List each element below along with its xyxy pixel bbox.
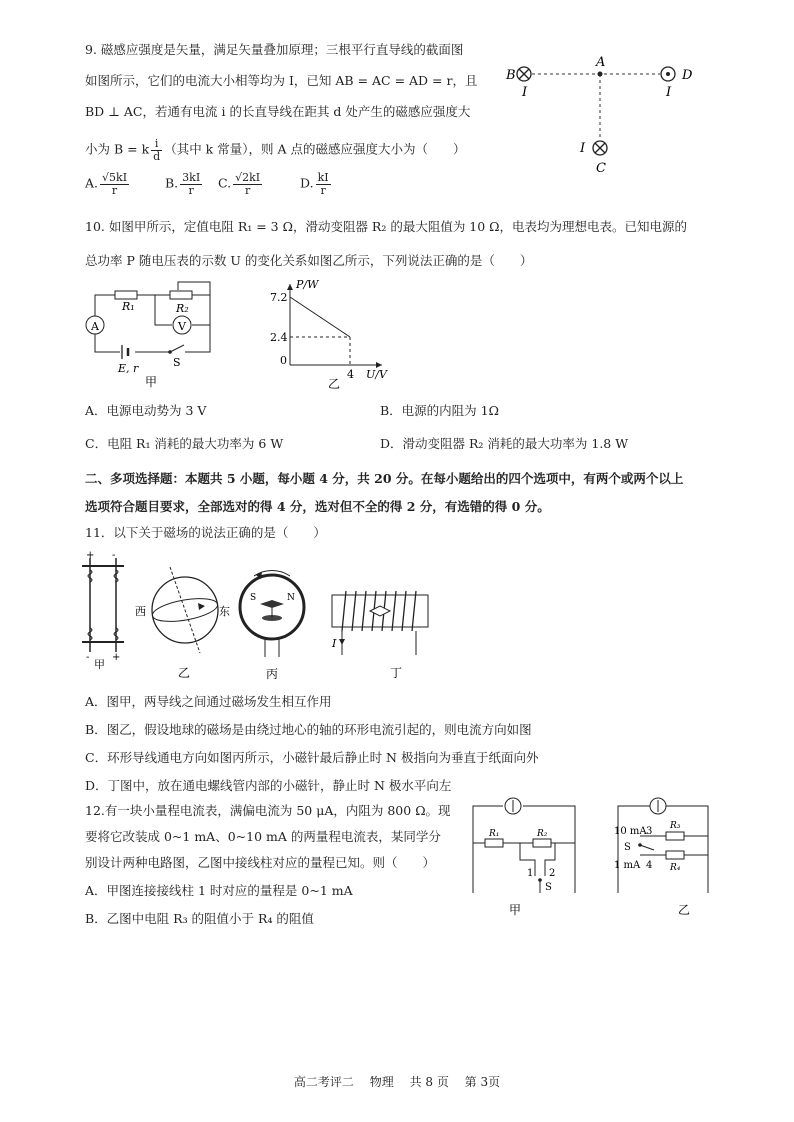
q11-figure-bing [232,562,312,682]
svg-text:2: 2 [549,868,556,879]
q11-option-a: A．图甲，两导线之间通过磁场发生相互作用 [85,694,332,709]
svg-text:甲: 甲 [145,375,158,389]
label-a: A [596,55,606,70]
wire-d-out-of-page-icon [661,67,675,81]
svg-text:甲: 甲 [509,903,522,917]
svg-text:R₃: R₃ [670,821,681,831]
svg-text:东: 东 [219,605,230,618]
label-b: B [506,68,516,83]
svg-text:西: 西 [135,605,146,618]
svg-text:乙: 乙 [328,377,341,391]
q12-circuit-jia [465,798,585,918]
svg-text:-: - [86,652,90,663]
svg-text:S: S [173,356,181,369]
svg-text:-: - [112,550,116,561]
svg-text:R₂: R₂ [176,302,189,315]
q12-line-1: 12.有一块小量程电流表，满偏电流为 50 μA，内阻为 800 Ω。现 [85,803,451,818]
footer-subject: 物理 [369,1075,394,1089]
r1-resistor [115,291,137,299]
svg-text:R₁: R₁ [122,300,135,313]
svg-text:乙: 乙 [678,903,691,917]
svg-text:A: A [91,320,99,333]
q9-line-1: 9. 磁感应强度是矢量，满足矢量叠加原理；三根平行直导线的截面图 [85,42,464,57]
svg-text:S: S [250,593,257,603]
q11-option-b: B．图乙，假设地球的磁场是由绕过地心的轴的环形电流引起的，则电流方向如图 [85,722,532,737]
q9-line-3: BD ⊥ AC，若通有电流 i 的长直导线在距其 d 处产生的磁感应强度大 [85,104,471,119]
svg-text:V: V [178,320,186,333]
q12-line-3: 别设计两种电路图，乙图中接线柱对应的量程已知。则（ ） [85,855,436,870]
footer-pages: 共 8 页 [409,1075,449,1089]
point-a-dot [598,72,603,77]
svg-text:+: + [86,550,95,561]
label-d: D [682,68,693,83]
q9-line-2: 如图所示，它们的电流大小相等均为 I，已知 AB = AC = AD = r，且 [85,73,478,88]
q9-option-c: C. $\frac{√2kI}{r}$ [218,171,261,197]
q10-line-1: 10. 如图甲所示，定值电阻 R₁ = 3 Ω，滑动变阻器 R₂ 的最大阻值为 10 Ω，电表均为理想电表。已知电源的 [85,219,688,234]
q9-formula-suffix: （其中 k 常量），则 A 点的磁感应强度大小为（ ） [164,141,466,157]
q11-figure-ding [330,585,440,685]
svg-text:I: I [332,637,337,650]
q9-option-b: B. $\frac{3kI}{r}$ [165,171,201,197]
r2-resistor [170,291,192,299]
footer-page-number: 第 3页 [464,1075,501,1089]
label-c: C [596,161,606,176]
svg-text:2.4: 2.4 [270,331,288,344]
svg-text:1: 1 [527,868,534,879]
svg-text:甲: 甲 [94,658,105,671]
q9-option-d: D. $\frac{kI}{r}$ [300,171,329,197]
svg-text:3: 3 [646,826,653,837]
wire-c-into-page-icon [593,141,607,155]
q12-line-2: 要将它改装成 0~1 mA、0~10 mA 的两量程电流表，某同学分 [85,829,441,844]
svg-text:7.2: 7.2 [270,291,288,304]
section2-line-1: 二、多项选择题：本题共 5 小题，每小题 4 分，共 20 分。在每小题给出的四个选项中，有两个或两个以上 [85,471,684,486]
q9-formula-prefix: 小为 B = k [85,141,150,157]
svg-text:4: 4 [347,368,354,381]
q9-option-a: A. $\frac{√5kI}{r}$ [85,171,128,197]
svg-text:丙: 丙 [266,667,279,681]
section2-line-2: 选项符合题目要求，全部选对的得 4 分，选对但不全的得 2 分，有选错的得 0 分。 [85,499,550,514]
label-i-b: I [522,85,528,100]
q11-figure-yi [135,565,230,680]
svg-text:R₂: R₂ [537,829,548,839]
q12-option-b: B．乙图中电阻 R₃ 的阻值小于 R₄ 的阻值 [85,911,314,926]
q10-option-b: B．电源的内阻为 1Ω [380,403,499,418]
q10-option-a: A．电源电动势为 3 V [85,403,207,418]
svg-text:丁: 丁 [390,666,403,680]
label-i-c: I [580,141,586,156]
q10-graph-figure [270,280,400,392]
svg-text:0: 0 [280,354,287,367]
svg-text:N: N [287,593,295,603]
q11-option-c: C．环形导线通电方向如图丙所示，小磁针最后静止时 N 极指向为垂直于纸面向外 [85,750,539,765]
svg-text:P/W: P/W [296,278,319,291]
power-line [290,297,350,337]
svg-text:R₁: R₁ [489,829,500,839]
svg-text:S: S [624,842,631,853]
svg-text:乙: 乙 [178,666,191,680]
svg-text:U/V: U/V [366,368,387,381]
footer-grade: 高二考评二 [293,1075,354,1089]
q9-wires-figure [500,52,710,177]
q9-formula-frac: $\frac{i}{d}$ [153,137,161,163]
label-i-d: I [666,85,672,100]
q10-option-d: D．滑动变阻器 R₂ 消耗的最大功率为 1.8 W [380,436,629,451]
svg-text:4: 4 [646,860,653,871]
svg-text:R₄: R₄ [670,863,681,873]
q11-stem: 11．以下关于磁场的说法正确的是（ ） [85,525,326,540]
svg-text:S: S [545,882,552,893]
page-footer [0,1073,794,1090]
q11-figure-jia [78,550,128,670]
wire-b-into-page-icon [517,67,531,81]
q10-circuit-figure [80,280,220,390]
q9-line-4 [85,138,465,162]
svg-text:E, r: E, r [118,362,139,375]
q10-option-c: C．电阻 R₁ 消耗的最大功率为 6 W [85,436,284,451]
svg-text:10 mA: 10 mA [614,826,647,837]
svg-text:1 mA: 1 mA [614,860,641,871]
q12-option-a: A．甲图连接接线柱 1 时对应的量程是 0~1 mA [85,883,353,898]
q11-option-d: D．丁图中，放在通电螺线管内部的小磁针，静止时 N 极水平向左 [85,778,452,793]
q12-circuit-yi [610,798,720,918]
svg-text:+: + [112,652,121,663]
compass-needle-icon [260,600,284,608]
q10-line-2: 总功率 P 随电压表的示数 U 的变化关系如图乙所示，下列说法正确的是（ ） [85,253,533,268]
